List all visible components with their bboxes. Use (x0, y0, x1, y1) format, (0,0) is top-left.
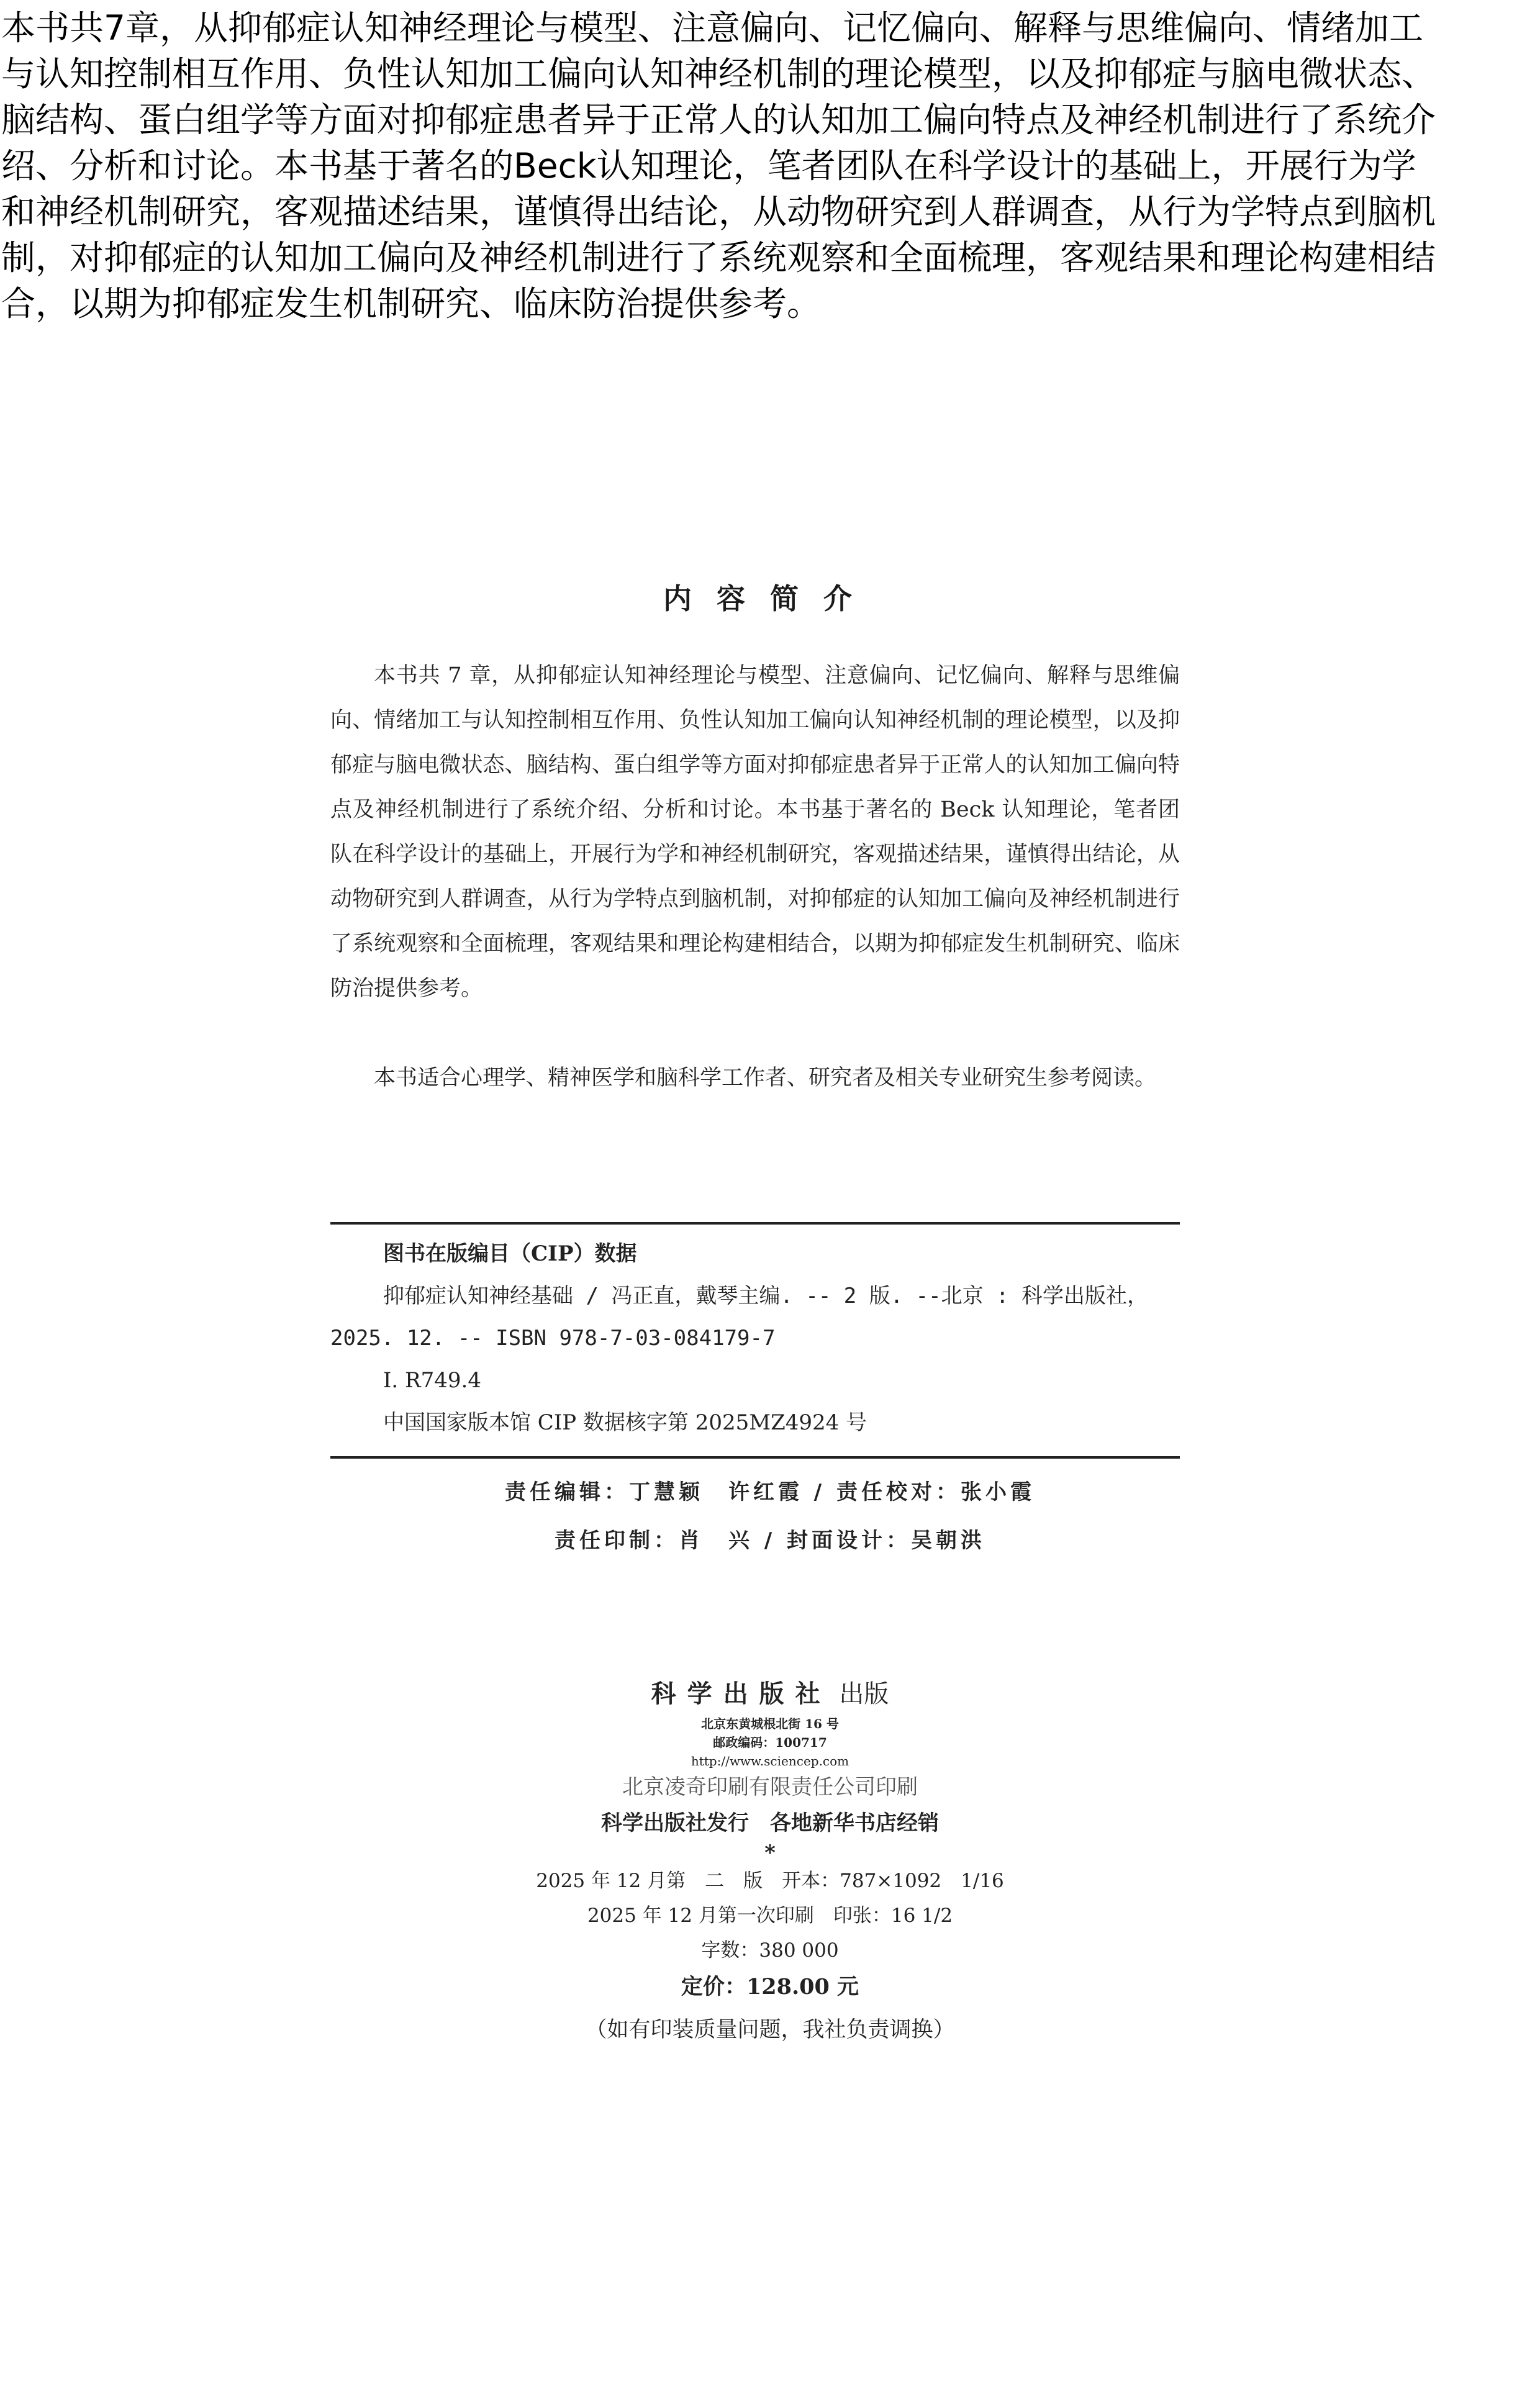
cip-data-block (330, 1233, 1180, 1444)
edition-line: 2025 年 12 月第 二 版 开本：787×1092 1/16 (536, 1870, 1004, 1892)
quality-notice: （如有印装质量问题，我社负责调换） (585, 2018, 955, 2042)
content-summary-title: 内容简介 (663, 582, 877, 615)
production-line: 责任印制：肖 兴 / 封面设计：吴朝洪 (554, 1528, 986, 1553)
cip-heading: 图书在版编目（CIP）数据 (383, 1241, 637, 1266)
publisher-name: 科学出版社 (651, 1679, 831, 1708)
publisher-line (0, 1674, 1540, 1714)
publisher-address: 北京东黄城根北街 16 号 (701, 1716, 839, 1731)
publication-info (0, 1674, 1540, 2054)
content-summary-paragraph: 本书共 7 章，从抑郁症认知神经理论与模型、注意偏向、记忆偏向、解释与思维偏向、情绪加工与认知控制相互作用、负性认知加工偏向认知神经机制的理论模型，以及抑郁症与脑电微状态、脑结构、蛋白组学等方面对抑郁症患者异于正常人的认知加工偏向特点及神经机制进行了系统介绍、分析和讨论。本书基于著名的 Beck 认知理论，笔者团队在科学设计的基础上，开展行为学和神经机制研究，客观描述结果，谨慎得出结论，从动物研究到人群调查，从行为学特点到脑机制，对抑郁症的认知加工偏向及神经机制进行了系统观察和全面梳理，客观结果和理论构建相结合，以期为抑郁症发生机制研究、临床防治提供参考。 (330, 663, 1180, 1001)
printing-line: 2025 年 12 月第一次印刷 印张：16 1/2 (587, 1905, 953, 1927)
word-count: 字数：380 000 (701, 1939, 839, 1962)
distribution-line: 科学出版社发行 各地新华书店经销 (601, 1811, 939, 1836)
price: 定价：128.00 元 (681, 1974, 859, 2000)
publisher-postcode: 邮政编码：100717 (713, 1735, 827, 1750)
editors-line: 责任编辑：丁慧颖 许红霞 / 责任校对：张小霞 (504, 1480, 1036, 1505)
publisher-suffix: 出版 (839, 1680, 889, 1708)
summary-text: 本书共7章，从抑郁症认知神经理论与模型、注意偏向、记忆偏向、解释与思维偏向、情绪加工与认知控制相互作用、负性认知加工偏向认知神经机制的理论模型，以及抑郁症与脑电微状态、脑结构、蛋白组学等方面对抑郁症患者异于正常人的认知加工偏向特点及神经机制进行了系统介绍、分析和讨论。本书基于著名的Beck认知理论，笔者团队在科学设计的基础上，开展行为学和神经机制研究，客观描述结果，谨慎得出结论，从动物研究到人群调查，从行为学特点到脑机制，对抑郁症的认知加工偏向及神经机制进行了系统观察和全面梳理，客观结果和理论构建相结合，以期为抑郁症发生机制研究、临床防治提供参考。 (1, 8, 1436, 324)
cip-top-rule (330, 1222, 1180, 1225)
cip-record-number: 中国国家版本馆 CIP 数据核字第 2025MZ4924 号 (383, 1410, 867, 1435)
cip-classification: Ⅰ. R749.4 (383, 1368, 481, 1393)
cip-bottom-rule (330, 1456, 1180, 1459)
printer-line: 北京凌奇印刷有限责任公司印刷 (622, 1775, 918, 1800)
cip-entry: 抑郁症认知神经基础 / 冯正直，戴琴主编. -- 2 版. --北京 : 科学出版社，2025. 12. -- ISBN 978-7-03-084179-7 (330, 1284, 1148, 1351)
audience-paragraph: 本书适合心理学、精神医学和脑科学工作者、研究者及相关专业研究生参考阅读。 (374, 1066, 1157, 1090)
separator-star: * (764, 1841, 776, 1865)
publisher-url: http://www.sciencep.com (691, 1754, 849, 1769)
